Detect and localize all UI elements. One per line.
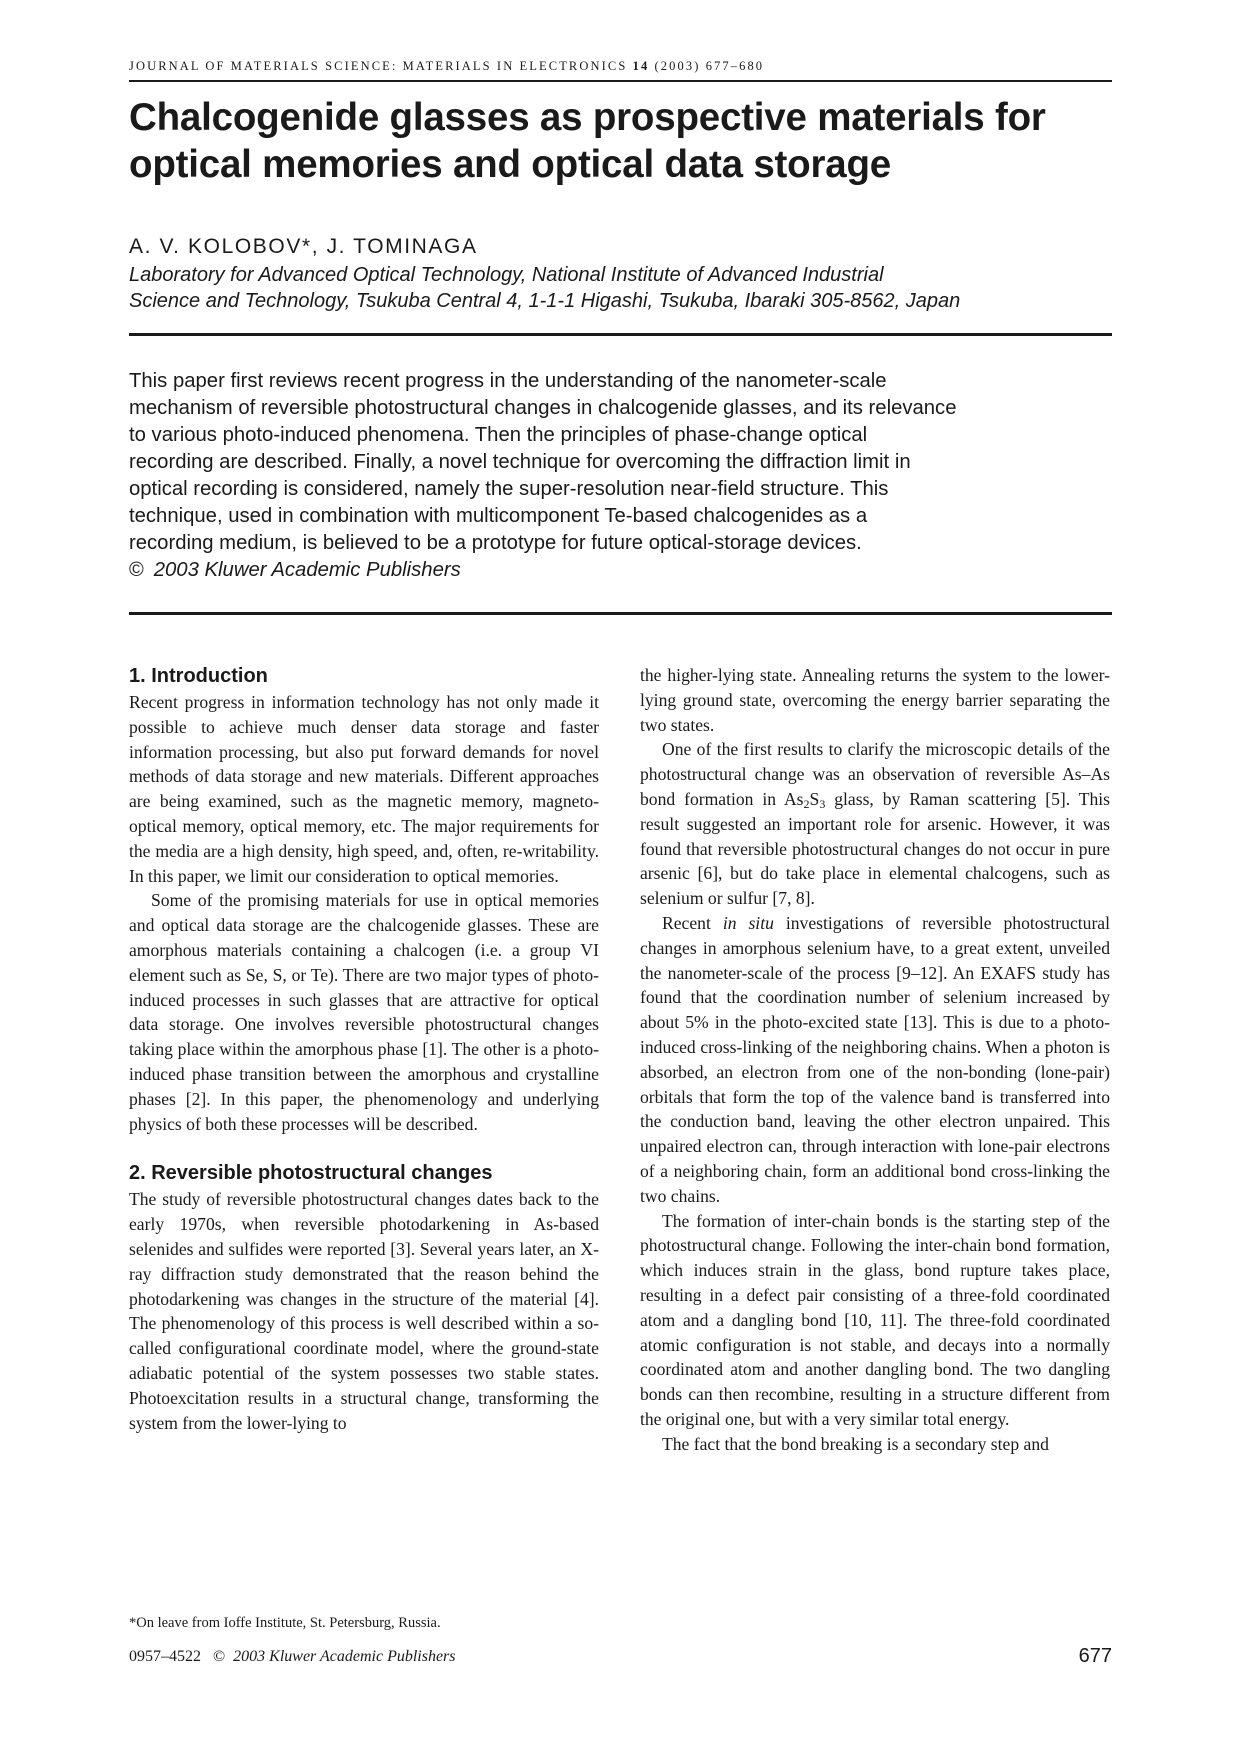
abstract-line: recording medium, is believed to be a prototype for future optical-storage devices. <box>129 532 862 554</box>
journal-name: JOURNAL OF MATERIALS SCIENCE: MATERIALS IN ELECTRONICS <box>129 59 628 73</box>
abstract-line: technique, used in combination with multicomponent Te-based chalcogenides as a <box>129 505 868 527</box>
emphasis-text: in situ <box>722 912 774 933</box>
copyright-icon: © <box>213 1648 226 1665</box>
abstract-copyright <box>129 557 1119 584</box>
body-paragraph <box>640 911 1110 1209</box>
author-list: A. V. KOLOBOV*, J. TOMINAGA <box>129 235 478 258</box>
running-header <box>129 58 1112 74</box>
abstract-line: to various photo-induced phenomena. Then the principles of phase-change optical <box>129 424 868 446</box>
subscript: 2 <box>803 796 810 811</box>
author-footnote: *On leave from Ioffe Institute, St. Petersburg, Russia. <box>129 1615 441 1631</box>
abstract-copyright-text: 2003 Kluwer Academic Publishers <box>153 559 461 581</box>
paragraph-text: glass, by Raman scattering [5]. This result suggested an important role for arsenic. However, it was found that reversible photostructural changes do not occur in pure arsenic [6], but do take place in elemental chalcogens, such as selenium or sulfur [7, 8]. <box>640 788 1110 909</box>
right-column <box>640 663 1110 1457</box>
article-title <box>129 94 1119 188</box>
body-paragraph: the higher-lying state. Annealing returns the system to the lower-lying ground state, overcoming the energy barrier separating the two states. <box>640 665 1110 735</box>
abstract-line: This paper first reviews recent progress in the understanding of the nanometer-scale <box>129 370 887 392</box>
body-paragraph: Some of the promising materials for use in optical memories and optical data storage are the chalcogenide glasses. These are amorphous materials containing a chalcogen (i.e. a group VI element such as Se, S, or Te). There are two major types of photo-induced processes in such glasses that are attractive for optical data storage. One involves reversible photostructural changes taking place within the amorphous phase [1]. The other is a photo-induced phase transition between the amorphous and crystalline phases [2]. In this paper, the phenomenology and underlying physics of both these processes will be described. <box>129 890 599 1134</box>
title-line-1: Chalcogenide glasses as prospective materials for <box>129 96 1046 139</box>
paragraph-text: S <box>809 788 820 809</box>
left-column <box>129 663 599 1435</box>
page-footer <box>129 1647 456 1667</box>
journal-volume: 14 <box>632 59 650 73</box>
paragraph-text: investigations of reversible photostructural changes in amorphous selenium have, to a great extent, unveiled the nanometer-scale of the process [9–12]. An EXAFS study has found that the coordination number of selenium increased by about 5% in the photo-excited state [13]. This is due to a photo-induced cross-linking of the neighboring chains. When a photon is absorbed, an electron from one of the non-bonding (lone-pair) orbitals that form the top of the valence band is transferred into the conduction band, leaving the other electron unpaired. This unpaired electron can, through interaction with lone-pair electrons of a neighboring chain, form an additional bond cross-linking the two chains. <box>640 912 1110 1206</box>
affiliation-line-1: Laboratory for Advanced Optical Technology, National Institute of Advanced Industrial <box>129 264 884 286</box>
abstract-line: optical recording is considered, namely the super-resolution near-field structure. This <box>129 478 889 500</box>
paragraph-text: Recent <box>662 912 723 933</box>
abstract-line: recording are described. Finally, a novel technique for overcoming the diffraction limit in <box>129 451 911 473</box>
subscript: 3 <box>819 796 826 811</box>
body-paragraph <box>640 737 1110 911</box>
copyright-icon: © <box>129 559 144 581</box>
title-line-2: optical memories and optical data storage <box>129 143 892 186</box>
body-paragraph: The fact that the bond breaking is a secondary step and <box>662 1433 1049 1454</box>
body-paragraph: The formation of inter-chain bonds is the starting step of the photostructural change. Following the inter-chain bond formation, which induces strain in the glass, bond rupture takes place, resulting in a defect pair consisting of a three-fold coordinated atom and a dangling bond [10, 11]. The three-fold coordinated atomic configuration is not stable, and decays into a normally coordinated atom and another dangling bond. The two dangling bonds can then recombine, resulting in a structure different from the original one, but with a very similar total energy. <box>640 1210 1110 1429</box>
paragraph-text: One of the first results to clarify the microscopic details of the photostructural change was an observation of reversible As–As bond formation in As <box>640 739 1110 809</box>
abstract-line: mechanism of reversible photostructural changes in chalcogenide glasses, and its relevance <box>129 397 957 419</box>
header-rule <box>129 80 1112 82</box>
affiliation <box>129 262 1119 314</box>
section-heading-introduction: 1. Introduction <box>129 665 268 687</box>
abstract-top-rule <box>129 333 1112 336</box>
affiliation-line-2: Science and Technology, Tsukuba Central 4, 1-1-1 Higashi, Tsukuba, Ibaraki 305-8562, Japan <box>129 290 961 312</box>
issn: 0957–4522 <box>129 1648 201 1665</box>
abstract-bottom-rule <box>129 612 1112 615</box>
section-heading-reversible-changes: 2. Reversible photostructural changes <box>129 1162 493 1185</box>
body-paragraph: Recent progress in information technology has not only made it possible to achieve much denser data storage and faster information processing, but also put forward demands for novel methods of data storage and new materials. Different approaches are being examined, such as the magnetic memory, magneto-optical memory, optical memory, etc. The major requirements for the media are a high density, high speed, and, often, re-writability. In this paper, we limit our consideration to optical memories. <box>129 692 599 886</box>
body-paragraph: The study of reversible photostructural changes dates back to the early 1970s, when reversible photodarkening in As-based selenides and sulfides were reported [3]. Several years later, an X-ray diffraction study demonstrated that the reason behind the photodarkening was changes in the structure of the material [4]. The phenomenology of this process is well described within a so-called configurational coordinate model, where the ground-state adiabatic potential of the system possesses two stable states. Photoexcitation results in a structural change, transforming the system from the lower-lying to <box>129 1189 599 1433</box>
abstract <box>129 368 1119 584</box>
page-number: 677 <box>1078 1645 1112 1667</box>
journal-year-pages: (2003) 677–680 <box>654 59 765 73</box>
footer-publisher: 2003 Kluwer Academic Publishers <box>233 1648 456 1665</box>
